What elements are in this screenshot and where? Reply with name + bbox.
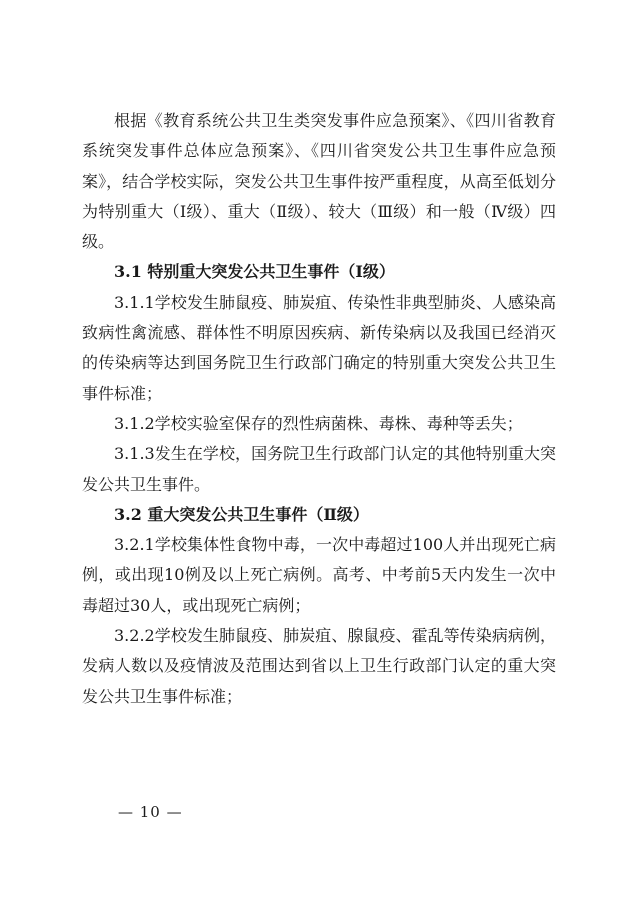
document-body bbox=[82, 106, 556, 712]
clause-paragraph: 3.1.3发生在学校，国务院卫生行政部门认定的其他特别重大突发公共卫生事件。 bbox=[82, 444, 556, 494]
clause-paragraph: 3.1.1学校发生肺鼠疫、肺炭疽、传染性非典型肺炎、人感染高致病性禽流感、群体性不明原因疾病、新传染病以及我国已经消灭的传染病等达到国务院卫生行政部门确定的特别重大突发公共卫生事件标准； bbox=[82, 292, 556, 403]
clause-paragraph: 3.1.2学校实验室保存的烈性病菌株、毒株、毒种等丢失； bbox=[114, 413, 523, 433]
section-heading: 3.2 重大突发公共卫生事件（Ⅱ级） bbox=[114, 504, 369, 524]
intro-paragraph: 根据《教育系统公共卫生类突发事件应急预案》、《四川省教育系统突发事件总体应急预案》、《四川省突发公共卫生事件应急预案》，结合学校实际，突发公共卫生事件按严重程度，从高至低划分为特别重大（Ⅰ级）、重大（Ⅱ级）、较大（Ⅲ级）和一般（Ⅳ级）四级。 bbox=[82, 111, 556, 252]
clause-paragraph: 3.2.1学校集体性食物中毒，一次中毒超过100人并出现死亡病例，或出现10例及以上死亡病例。高考、中考前5天内发生一次中毒超过30人，或出现死亡病例； bbox=[82, 535, 556, 615]
section-heading: 3.1 特别重大突发公共卫生事件（Ⅰ级） bbox=[114, 262, 395, 282]
page-number: — 10 — bbox=[118, 803, 183, 821]
clause-paragraph: 3.2.2学校发生肺鼠疫、肺炭疽、腺鼠疫、霍乱等传染病病例，发病人数以及疫情波及范围达到省以上卫生行政部门认定的重大突发公共卫生事件标准； bbox=[82, 626, 556, 706]
